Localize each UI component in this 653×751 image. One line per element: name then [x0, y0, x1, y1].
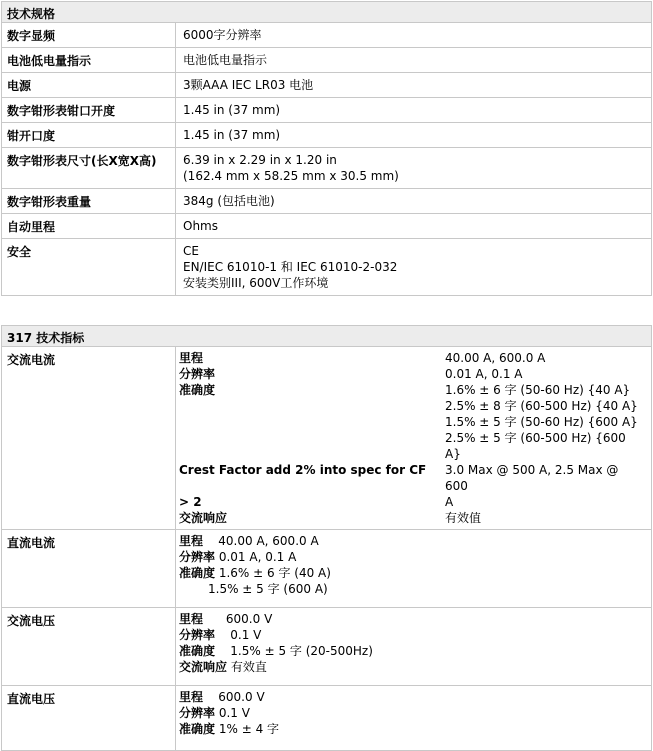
spec-value-line: EN/IEC 61010-1 和 IEC 61010-2-032 — [183, 260, 398, 274]
spec-row — [2, 189, 652, 214]
spec-value-line: CE — [183, 244, 199, 258]
spec-label: 数字钳形表重量 — [2, 189, 176, 214]
crest-factor-value: 3.0 Max @ 500 A, 2.5 Max @ 600 — [445, 463, 619, 493]
resolution-key: 分辨率 — [179, 706, 216, 720]
ac-response-value: 有效值 — [445, 511, 482, 525]
spec-value — [176, 148, 652, 189]
spec-row — [2, 23, 652, 48]
ac-voltage-values — [176, 608, 652, 686]
spec-header: 技术规格 — [2, 2, 652, 23]
crest-factor-key: Crest Factor add 2% into spec for CF — [179, 463, 427, 477]
dc-voltage-values — [176, 686, 652, 751]
spec-label: 钳开口度 — [2, 123, 176, 148]
accuracy-value: 1% ± 4 字 — [218, 722, 280, 736]
resolution-key: 分辨率 — [179, 550, 216, 564]
spec-label: 数字钳形表钳口开度 — [2, 98, 176, 123]
dc-voltage-row — [2, 686, 652, 751]
range-value: 600.0 V — [225, 612, 273, 626]
resolution-value: 0.1 V — [230, 628, 262, 642]
accuracy-key: 准确度 — [179, 566, 216, 580]
ac-response-key: 交流响应 — [179, 511, 228, 525]
ac-response-value: 有效直 — [230, 660, 267, 674]
accuracy-key: 准确度 — [179, 383, 216, 397]
accuracy-key: 准确度 — [179, 722, 216, 736]
resolution-value: 0.01 A, 0.1 A — [445, 367, 523, 381]
spec-label: 电池低电量指示 — [2, 48, 176, 73]
accuracy-key: 准确度 — [179, 644, 216, 658]
accuracy-value: 1.6% ± 6 字 (50-60 Hz) {40 A} — [445, 383, 631, 397]
spec-label: 电源 — [2, 73, 176, 98]
ac-current-label: 交流电流 — [2, 347, 176, 530]
ac-response-key: 交流响应 — [179, 660, 228, 674]
range-key: 里程 — [179, 534, 204, 548]
resolution-key: 分辨率 — [179, 628, 216, 642]
spec-row — [2, 98, 652, 123]
spec-value — [176, 123, 652, 148]
accuracy-value: 1.5% ± 5 字 (20-500Hz) — [230, 644, 373, 658]
range-key: 里程 — [179, 612, 204, 626]
spec-row — [2, 123, 652, 148]
accuracy-value: 2.5% ± 8 字 (60-500 Hz) {40 A} — [445, 399, 638, 413]
accuracy-value: 1.5% ± 5 字 (600 A) — [208, 582, 328, 596]
spec-label: 安全 — [2, 239, 176, 296]
spec-value — [176, 23, 652, 48]
spec-value — [176, 98, 652, 123]
resolution-value: 0.1 V — [218, 706, 250, 720]
spec-value-line: 1.45 in (37 mm) — [183, 103, 281, 117]
accuracy-value: 1.5% ± 5 字 (50-60 Hz) {600 A} — [445, 415, 638, 429]
spec-value — [176, 189, 652, 214]
ac-current-row — [2, 347, 652, 530]
range-key: 里程 — [179, 690, 204, 704]
spec-value-line: 384g (包括电池) — [183, 194, 275, 208]
range-value: 600.0 V — [218, 690, 265, 704]
spec-value — [176, 48, 652, 73]
spec-label: 数字钳形表尺寸(长X宽X高) — [2, 148, 176, 189]
spec-value — [176, 73, 652, 98]
range-key: 里程 — [179, 351, 204, 365]
ac-voltage-label: 交流电压 — [2, 608, 176, 686]
spec-value-line: 6.39 in x 2.29 in x 1.20 in — [183, 153, 337, 167]
spec-value-line: (162.4 mm x 58.25 mm x 30.5 mm) — [183, 169, 399, 183]
spec-row — [2, 239, 652, 296]
accuracy-value: 2.5% ± 5 字 (60-500 Hz) {600 A} — [445, 431, 626, 461]
resolution-key: 分辨率 — [179, 367, 216, 381]
spec-table — [1, 1, 652, 296]
dc-voltage-label: 直流电压 — [2, 686, 176, 751]
spec-value-line: 安装类别III, 600V工作环境 — [183, 276, 329, 290]
model-spec-header: 317 技术指标 — [2, 326, 652, 347]
model-spec-table — [1, 325, 652, 751]
spec-row — [2, 214, 652, 239]
spec-value-line: 1.45 in (37 mm) — [183, 128, 281, 142]
dc-current-row — [2, 530, 652, 608]
spec-value-line: 6000字分辨率 — [183, 28, 262, 42]
spec-row — [2, 148, 652, 189]
spec-value-line: 电池低电量指示 — [183, 53, 268, 67]
spec-label: 数字显频 — [2, 23, 176, 48]
resolution-value: 0.01 A, 0.1 A — [218, 550, 297, 564]
spec-label: 自动里程 — [2, 214, 176, 239]
spec-row — [2, 73, 652, 98]
crest-factor-value-cont: A — [445, 495, 454, 509]
crest-factor-key-cont: > 2 — [179, 495, 202, 509]
spec-value — [176, 214, 652, 239]
dc-current-values — [176, 530, 652, 608]
range-value: 40.00 A, 600.0 A — [218, 534, 319, 548]
ac-voltage-row — [2, 608, 652, 686]
dc-current-label: 直流电流 — [2, 530, 176, 608]
spec-value — [176, 239, 652, 296]
range-value: 40.00 A, 600.0 A — [445, 351, 546, 365]
ac-current-values — [176, 347, 652, 530]
spec-value-line: Ohms — [183, 219, 218, 233]
accuracy-value: 1.6% ± 6 字 (40 A) — [218, 566, 331, 580]
spec-row — [2, 48, 652, 73]
spec-value-line: 3颗AAA IEC LR03 电池 — [183, 78, 314, 92]
